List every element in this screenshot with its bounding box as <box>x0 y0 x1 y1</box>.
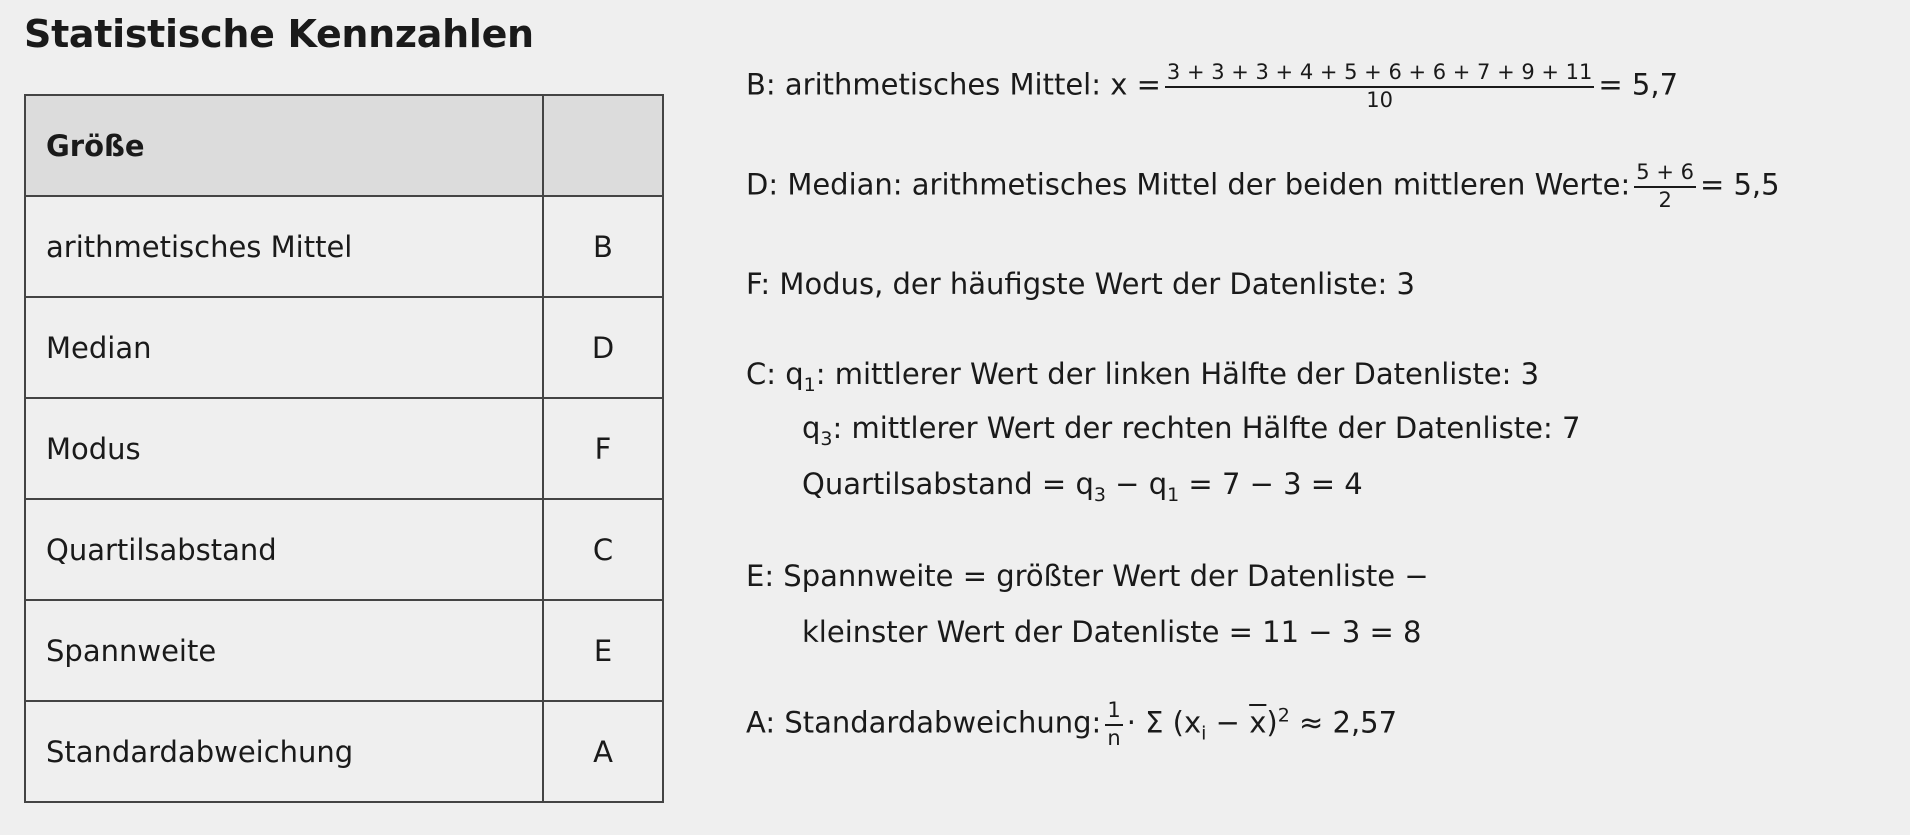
explanation-f-text: F: Modus, der häufigste Wert der Datenliste: 3 <box>746 267 1415 301</box>
row-name: arithmetisches Mittel <box>25 196 543 297</box>
explanation-b <box>746 62 1678 111</box>
row-name: Quartilsabstand <box>25 499 543 600</box>
statistics-table <box>24 94 664 803</box>
stddev-numerator: 1 <box>1105 700 1122 726</box>
median-result: = 5,5 <box>1699 167 1780 202</box>
c-line3-sub-b: 1 <box>1167 484 1180 506</box>
c-line2-sub: 3 <box>820 428 833 450</box>
table-row <box>25 600 663 701</box>
header-size: Größe <box>25 95 543 196</box>
c-line3-rest: = 7 − 3 = 4 <box>1179 467 1363 501</box>
a-close: ) <box>1266 705 1278 740</box>
row-letter: E <box>543 600 663 701</box>
row-letter: D <box>543 297 663 398</box>
a-sub-i: i <box>1201 722 1207 745</box>
page-title: Statistische Kennzahlen <box>24 12 534 56</box>
row-letter: B <box>543 196 663 297</box>
c-line3-mid: − q <box>1105 467 1168 501</box>
c-line3-sub-a: 3 <box>1093 484 1106 506</box>
c-line3-prefix: Quartilsabstand = q <box>802 467 1094 501</box>
row-name: Median <box>25 297 543 398</box>
e-line1-text: E: Spannweite = größter Wert der Datenliste − <box>746 559 1429 593</box>
explanation-e-line2 <box>802 615 1422 649</box>
e-line2-text: kleinster Wert der Datenliste = 11 − 3 = 8 <box>802 615 1422 649</box>
explanation-c-line3 <box>802 467 1363 506</box>
c-line1-sub: 1 <box>803 374 816 396</box>
row-name: Spannweite <box>25 600 543 701</box>
table-row <box>25 499 663 600</box>
a-sum-part: · Σ (x <box>1126 705 1202 740</box>
explanation-a <box>746 700 1397 749</box>
explanation-e-line1 <box>746 559 1429 593</box>
table-row <box>25 398 663 499</box>
explanation-f <box>746 267 1415 301</box>
a-prefix: A: Standardabweichung: <box>746 705 1102 740</box>
header-letter <box>543 95 663 196</box>
row-name: Modus <box>25 398 543 499</box>
explanation-b-prefix: B: arithmetisches Mittel: x = <box>746 67 1161 102</box>
a-minus: − <box>1206 705 1250 740</box>
row-name: Standardabweichung <box>25 701 543 802</box>
table-row <box>25 297 663 398</box>
mean-denominator: 10 <box>1366 88 1394 112</box>
a-result: ≈ 2,57 <box>1289 705 1398 740</box>
c-line1-rest: : mittlerer Wert der linken Hälfte der Datenliste: 3 <box>815 357 1540 391</box>
median-denominator: 2 <box>1658 188 1672 212</box>
table-row <box>25 701 663 802</box>
explanation-d-prefix: D: Median: arithmetisches Mittel der beiden mittleren Werte: <box>746 167 1631 202</box>
mean-result: = 5,7 <box>1598 67 1679 102</box>
explanation-c-line1 <box>746 357 1540 396</box>
a-xbar: $\overline{x}$ <box>1249 705 1267 740</box>
explanation-d <box>746 162 1780 211</box>
c-line2-rest: : mittlerer Wert der rechten Hälfte der Datenliste: 7 <box>832 411 1581 445</box>
a-sup-2: 2 <box>1277 704 1290 727</box>
row-letter: A <box>543 701 663 802</box>
row-letter: C <box>543 499 663 600</box>
stddev-denominator: n <box>1107 726 1121 750</box>
mean-numerator: 3 + 3 + 3 + 4 + 5 + 6 + 6 + 7 + 9 + 11 <box>1165 62 1595 88</box>
explanation-c-line2 <box>802 411 1581 450</box>
table-row <box>25 196 663 297</box>
median-fraction <box>1634 162 1696 211</box>
row-letter: F <box>543 398 663 499</box>
c-line2-prefix: q <box>802 411 821 445</box>
table-header-row <box>25 95 663 196</box>
c-line1-prefix: C: q <box>746 357 804 391</box>
mean-fraction <box>1165 62 1595 111</box>
median-numerator: 5 + 6 <box>1634 162 1696 188</box>
stddev-fraction <box>1105 700 1122 749</box>
